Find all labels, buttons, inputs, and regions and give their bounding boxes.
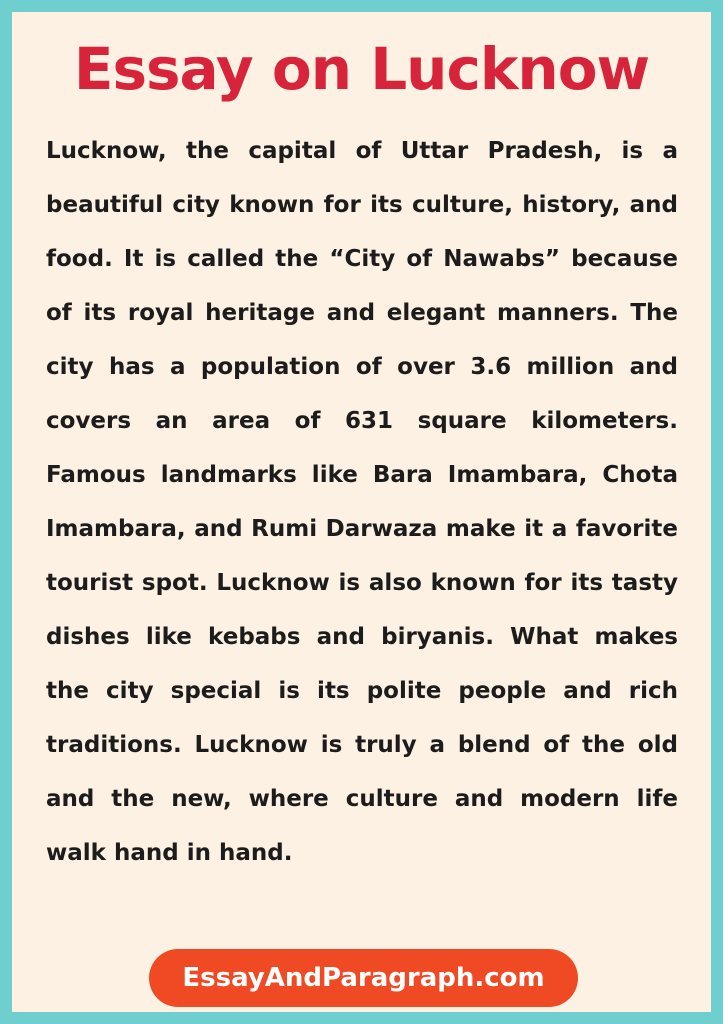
website-badge: EssayAndParagraph.com xyxy=(149,949,578,1007)
essay-paragraph: Lucknow, the capital of Uttar Pradesh, is a beautiful city known for its culture, history, and food. It is called the “City of Nawabs” because of its royal heritage and elegant manners. The city has a population of over 3.6 million and covers an area of 631 square kilometers. Famous landmarks like Bara Imambara, Chota Imambara, and Rumi Darwaza make it a favorite tourist spot. Lucknow is also known for its tasty dishes like kebabs and biryanis. What makes the city special is its polite people and rich traditions. Lucknow is truly a blend of the old and the new, where culture and modern life walk hand in hand. xyxy=(46,138,678,866)
page-title: Essay on Lucknow xyxy=(73,35,650,103)
